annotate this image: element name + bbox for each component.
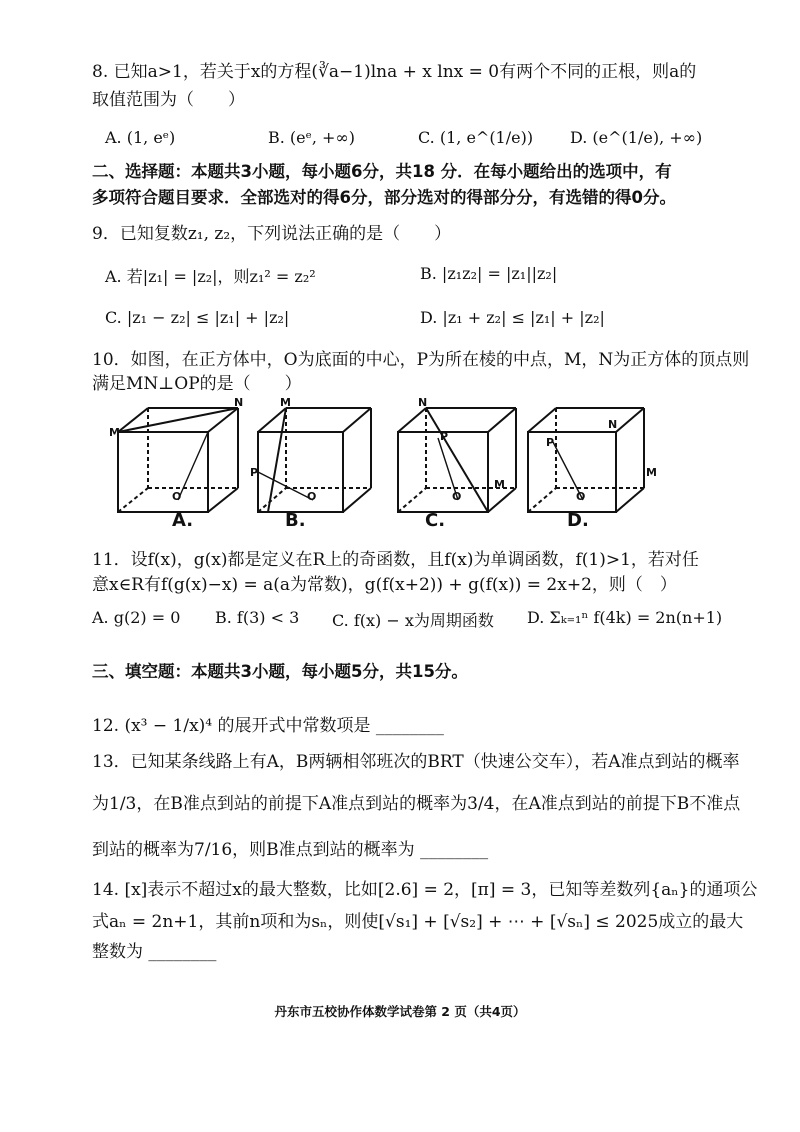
q9-option-c: C. |z₁ − z₂| ≤ |z₁| + |z₂| <box>105 308 290 327</box>
figure-label-d: D. <box>567 510 589 531</box>
q11-option-b: B. f(3) < 3 <box>215 608 300 627</box>
q9-option-b: B. |z₁z₂| = |z₁||z₂| <box>420 264 558 283</box>
q10-stem-line2: 满足MN⊥OP的是（ ） <box>92 374 302 394</box>
q8-option-c: C. (1, e^(1/e)) <box>418 128 534 147</box>
figure-label-c: C. <box>425 510 446 531</box>
q14-stem-line2: 式aₙ = 2n+1，其前n项和为sₙ，则使[√s₁] + [√s₂] + ⋯ + [√sₙ] ≤ 2025成立的最大 <box>92 912 744 932</box>
q11-stem-line2: 意x∈R有f(g(x)−x) = a(a为常数)，g(f(x+2)) + g(f(x)) = 2x+2，则（ ） <box>92 575 677 595</box>
label-o: O <box>172 490 182 503</box>
label-n: N <box>608 418 618 431</box>
q8-option-d: D. (e^(1/e), +∞) <box>570 128 703 147</box>
label-o: O <box>307 490 317 503</box>
q13-stem-line2: 为1/3，在B准点到站的前提下A准点到站的概率为3/4，在A准点到站的前提下B不准点 <box>92 794 741 814</box>
section2-heading-line1: 二、选择题：本题共3小题，每小题6分，共18 分．在每小题给出的选项中，有 <box>92 162 672 181</box>
q9-stem: 9．已知复数z₁, z₂，下列说法正确的是（ ） <box>92 224 452 244</box>
page-footer: 丹东市五校协作体数学试卷第 2 页（共4页） <box>274 1004 526 1019</box>
q14-stem-line3: 整数为 ________ <box>92 942 217 962</box>
q13-stem-line1: 13．已知某条线路上有A，B两辆相邻班次的BRT（快速公交车），若A准点到站的概率 <box>92 752 740 772</box>
q8-stem-line2: 取值范围为（ ） <box>92 90 245 110</box>
label-n: N <box>418 398 428 409</box>
figure-label-b: B. <box>285 510 306 531</box>
label-p: P <box>440 430 449 443</box>
q11-option-c: C. f(x) − x为周期函数 <box>332 611 494 630</box>
q9-option-d: D. |z₁ + z₂| ≤ |z₁| + |z₂| <box>420 308 605 327</box>
q8-option-a: A. (1, eᵉ) <box>105 128 176 147</box>
label-o: O <box>576 490 586 503</box>
section2-heading-line2: 多项符合题目要求．全部选对的得6分，部分选对的得部分分，有选错的得0分。 <box>92 188 676 207</box>
q10-cube-figures <box>108 398 668 528</box>
label-m: M <box>646 466 657 479</box>
section3-heading: 三、填空题：本题共3小题，每小题5分，共15分。 <box>92 662 468 681</box>
cube-figure-d <box>528 408 644 512</box>
q10-stem-line1: 10．如图，在正方体中，O为底面的中心，P为所在棱的中点，M，N为正方体的顶点则 <box>92 350 750 370</box>
figure-label-a: A. <box>172 510 194 531</box>
q8-option-b: B. (eᵉ, +∞) <box>268 128 355 147</box>
q13-stem-line3: 到站的概率为7/16，则B准点到站的概率为 ________ <box>92 840 489 860</box>
q8-stem-line1: 8. 已知a>1，若关于x的方程(∛a−1)lna + x lnx = 0有两个不同的正根，则a的 <box>92 62 697 82</box>
q12-stem: 12. (x³ − 1/x)⁴ 的展开式中常数项是 ________ <box>92 716 444 736</box>
q11-option-d: D. Σₖ₌₁ⁿ f(4k) = 2n(n+1) <box>527 608 723 627</box>
q11-stem-line1: 11．设f(x)，g(x)都是定义在R上的奇函数，且f(x)为单调函数，f(1)>1，若对任 <box>92 550 699 570</box>
q9-option-a: A. 若|z₁| = |z₂|，则z₁² = z₂² <box>105 267 316 286</box>
label-p: P <box>546 436 555 449</box>
label-o: O <box>452 490 462 503</box>
label-n: N <box>234 398 244 409</box>
label-m: M <box>109 426 120 439</box>
q11-option-a: A. g(2) = 0 <box>92 608 181 627</box>
q14-stem-line1: 14. [x]表示不超过x的最大整数，比如[2.6] = 2，[π] = 3，已知等差数列{aₙ}的通项公 <box>92 880 758 900</box>
label-p: P <box>250 466 259 479</box>
label-m: M <box>494 478 505 491</box>
label-m: M <box>280 398 291 409</box>
